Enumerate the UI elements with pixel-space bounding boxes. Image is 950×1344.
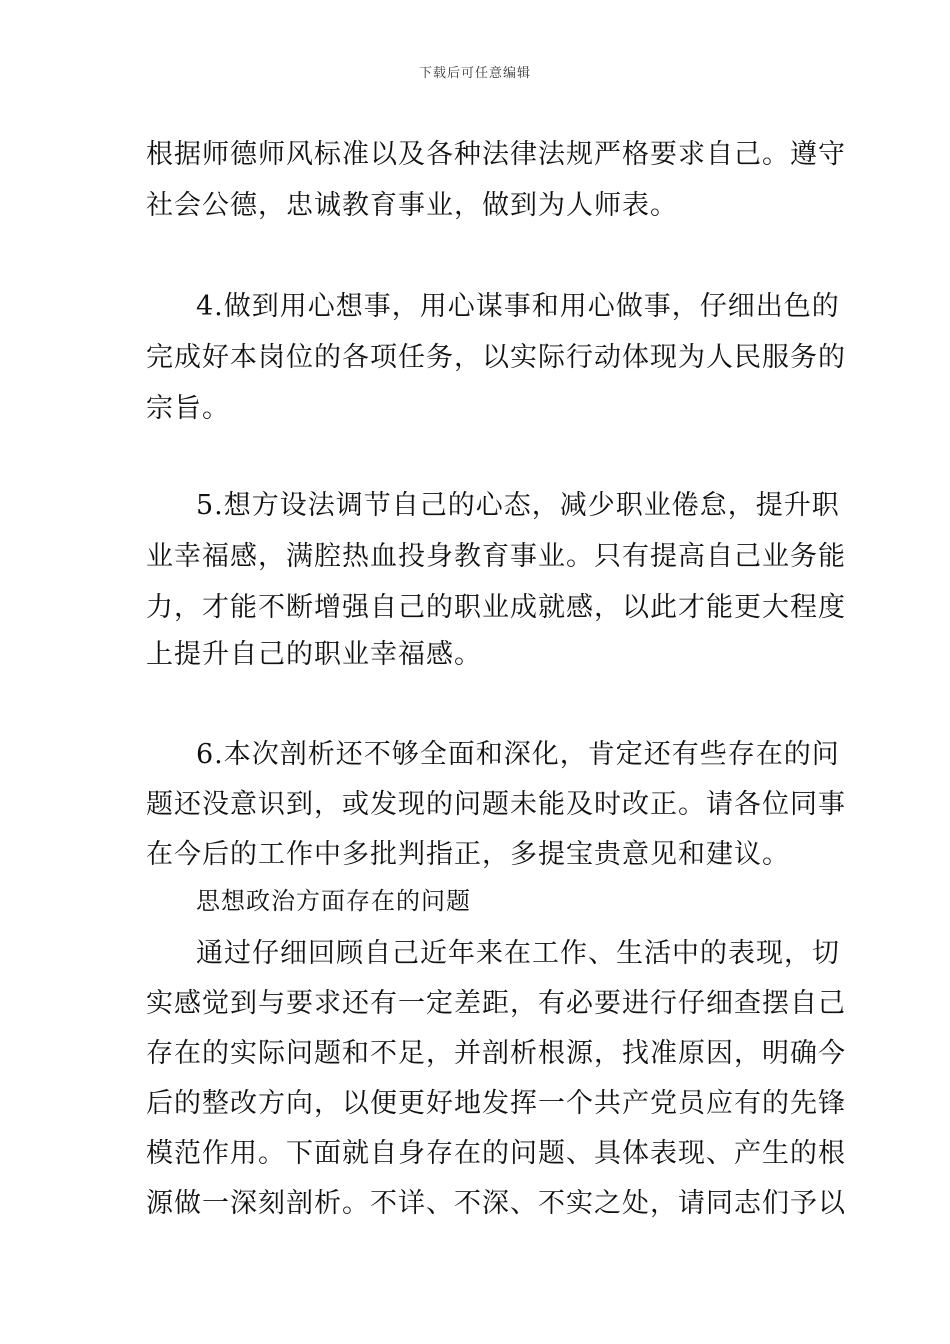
text-line: 完成好本岗位的各项任务，以实际行动体现为人民服务的 (146, 342, 846, 373)
text-line: 业幸福感，满腔热血投身教育事业。只有提高自己业务能 (146, 541, 846, 572)
text-line: 存在的实际问题和不足，并剖析根源，找准原因，明确今 (146, 1038, 846, 1069)
text-line: 模范作用。下面就自身存在的问题、具体表现、产生的根 (146, 1138, 846, 1169)
text-line: 源做一深刻剖析。不详、不深、不实之处，请同志们予以 (146, 1188, 846, 1219)
text-line: 5.想方设法调节自己的心态，减少职业倦怠，提升职 (196, 490, 840, 521)
text-line: 根据师德师风标准以及各种法律法规严格要求自己。遵守 (146, 139, 846, 170)
text-line: 4.做到用心想事，用心谋事和用心做事，仔细出色的 (196, 291, 840, 322)
text-line: 实感觉到与要求还有一定差距，有必要进行仔细查摆自己 (146, 988, 846, 1019)
text-line: 社会公德，忠诚教育事业，做到为人师表。 (146, 190, 678, 221)
section-heading: 思想政治方面存在的问题 (196, 887, 471, 915)
text-line: 通过仔细回顾自己近年来在工作、生活中的表现，切 (196, 938, 840, 969)
text-line: 在今后的工作中多批判指正，多提宝贵意见和建议。 (146, 839, 790, 870)
text-line: 后的整改方向，以便更好地发挥一个共产党员应有的先锋 (146, 1088, 846, 1119)
text-line: 上提升自己的职业幸福感。 (146, 639, 482, 670)
page-header: 下载后可任意编辑 (418, 66, 531, 81)
text-line: 宗旨。 (146, 393, 230, 424)
text-line: 力，才能不断增强自己的职业成就感，以此才能更大程度 (146, 592, 846, 623)
text-line: 6.本次剖析还不够全面和深化，肯定还有些存在的问 (196, 739, 840, 770)
text-line: 题还没意识到，或发现的问题未能及时改正。请各位同事 (146, 789, 846, 820)
